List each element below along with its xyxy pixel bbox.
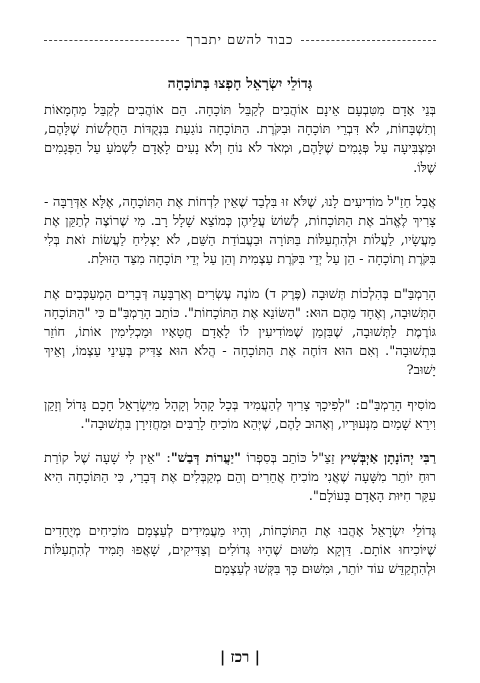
page-number: | רכז |: [219, 648, 261, 666]
eibeshitz-paragraph: [44, 449, 436, 507]
quote-text: : "אֵין לִי שָׁעָה שֶׁל קוֹרַת רוּחַ יוֹתֵר מִשָּׁעָה שֶׁאֲנִי מוֹכִיחַ אֲחֵרִים וְהֵם מְקַבְּלִים אֶת דְּבָרַי, כִּי הַתּוֹכָחָה הִיא עִקַּר חִיּוּת הָאָדָם בָּעוֹלָם".: [44, 451, 436, 505]
section-title: גְּדוֹלֵי יִשְׂרָאֵל חָפְצוּ בְּתוֹכָחָה: [167, 76, 313, 92]
running-title: כבוד להשם יתברך: [186, 33, 294, 48]
paragraph: גְּדוֹלֵי יִשְׂרָאֵל אָהֲבוּ אֶת הַתּוֹכָחוֹת, וְהָיוּ מַעֲמִידִים לְעַצְמָם מוֹכִיחִים מְיֻחָדִים שֶׁיּוֹכִיחוּ אוֹתָם. דַּוְקָא מִשּׁוּם שֶׁהָיוּ גְּדוֹלִים וְצַדִּיקִים, שָׁאֲפוּ תָּמִיד לְהִתְעַלּוֹת וּלְהִתְקַדֵּשׁ עוֹד יוֹתֵר, וּמִשּׁוּם כָּךְ בִּקְּשׁוּ לְעַצְמָם: [44, 523, 436, 578]
paragraph: הָרַמְבַּ"ם בְּהִלְכוֹת תְּשׁוּבָה (פֶּרֶק ד) מוֹנֶה עֶשְׂרִים וְאַרְבָּעָה דְּבָרִים הַמְעַכְּבִים אֶת הַתְּשׁוּבָה, וְאֶחָד מֵהֶם הוּא: "הַשּׂוֹנֵא אֶת הַתּוֹכָחוֹת". כּוֹתֵב הָרַמְבַּ"ם כִּי "הַתּוֹכָחָה גּוֹרֶמֶת לַתְּשׁוּבָה, שֶׁבִּזְמַן שֶׁמּוֹדִיעִין לוֹ לָאָדָם חֲטָאָיו וּמַכְלִימִין אוֹתוֹ, חוֹזֵר בִּתְשׁוּבָה". וְאִם הוּא דּוֹחֶה אֶת הַתּוֹכָחָה - הֲלֹא הוּא צַדִּיק בְּעֵינֵי עַצְמוֹ, וְאֵיךְ יָשׁוּב?: [44, 286, 436, 379]
header-rule-right: [301, 40, 436, 41]
header-rule-left: [44, 40, 179, 41]
running-header: [44, 30, 436, 50]
book-title: "יַעֲרוֹת דְּבַשׁ": [170, 451, 241, 467]
paragraph: בְּנֵי אָדָם מִטִּבְעָם אֵינָם אוֹהֲבִים לְקַבֵּל תּוֹכָחָה. הֵם אוֹהֲבִים לְקַבֵּל מַחְמָאוֹת וְתִשְׁבָּחוֹת, לֹא דִּבְרֵי תּוֹכָחָה וּבִקֹּרֶת. הַתּוֹכָחָה נוֹגַעַת בִּנְקֻדּוֹת הַחֻלְשׁוֹת שֶׁלָּהֶם, וּמַצְבִּיעָה עַל פְּגָמִים שֶׁלָּהֶם, וּמְאֹד לֹא נוֹחַ וְלֹא נָעִים לָאָדָם לִשְׁמֹעַ עַל הַפְּגָמִים שֶׁלּוֹ.: [44, 103, 436, 176]
paragraph: אֲבָל חַזַ"ל מוֹדִיעִים לָנוּ, שֶׁלֹּא זוּ בִּלְבַד שֶׁאֵין לִדְחוֹת אֶת הַתּוֹכָחָה, אֶלָּא אַדְּרַבָּה - צָרִיךְ לֶאֱהֹב אֶת הַתּוֹכָחוֹת, לְשׁוֹשׂ עֲלֵיהֶן כְּמוֹצֵא שָׁלָל רָב. מִי שֶׁרוֹצֶה לְתַקֵּן אֶת מַעֲשָׂיו, לַעֲלוֹת וּלְהִתְעַלּוֹת בַּתּוֹרָה וּבַעֲבוֹדַת הַשֵּׁם, לֹא יַצְלִיחַ לַעֲשׂוֹת זֹאת בְּלִי בִּקֹּרֶת וְתוֹכָחָה - הֵן עַל יְדֵי בִּקֹּרֶת עַצְמִית וְהֵן עַל יְדֵי תּוֹכָחָה מִצַּד הַזּוּלַת.: [44, 194, 436, 268]
paragraph-text: זַצַ"ל כּוֹתֵב בְּסִפְרוֹ: [240, 451, 341, 467]
paragraph: מוֹסִיף הָרַמְבַּ"ם: "לְפִיכָךְ צָרִיךְ לְהַעֲמִיד בְּכָל קָהָל וְקָהָל מִיִּשְׂרָאֵל חָכָם גָּדוֹל וְזָקֵן וִירֵא שָׁמַיִם מִנְּעוּרָיו, וְאָהוּב לָהֶם, שֶׁיְּהֵא מוֹכִיחַ לָרַבִּים וּמַחֲזִירָן בִּתְשׁוּבָה".: [44, 397, 436, 432]
author-name: רַבִּי יְהוֹנָתָן אַיְבְּשִׁיץ: [340, 451, 436, 467]
